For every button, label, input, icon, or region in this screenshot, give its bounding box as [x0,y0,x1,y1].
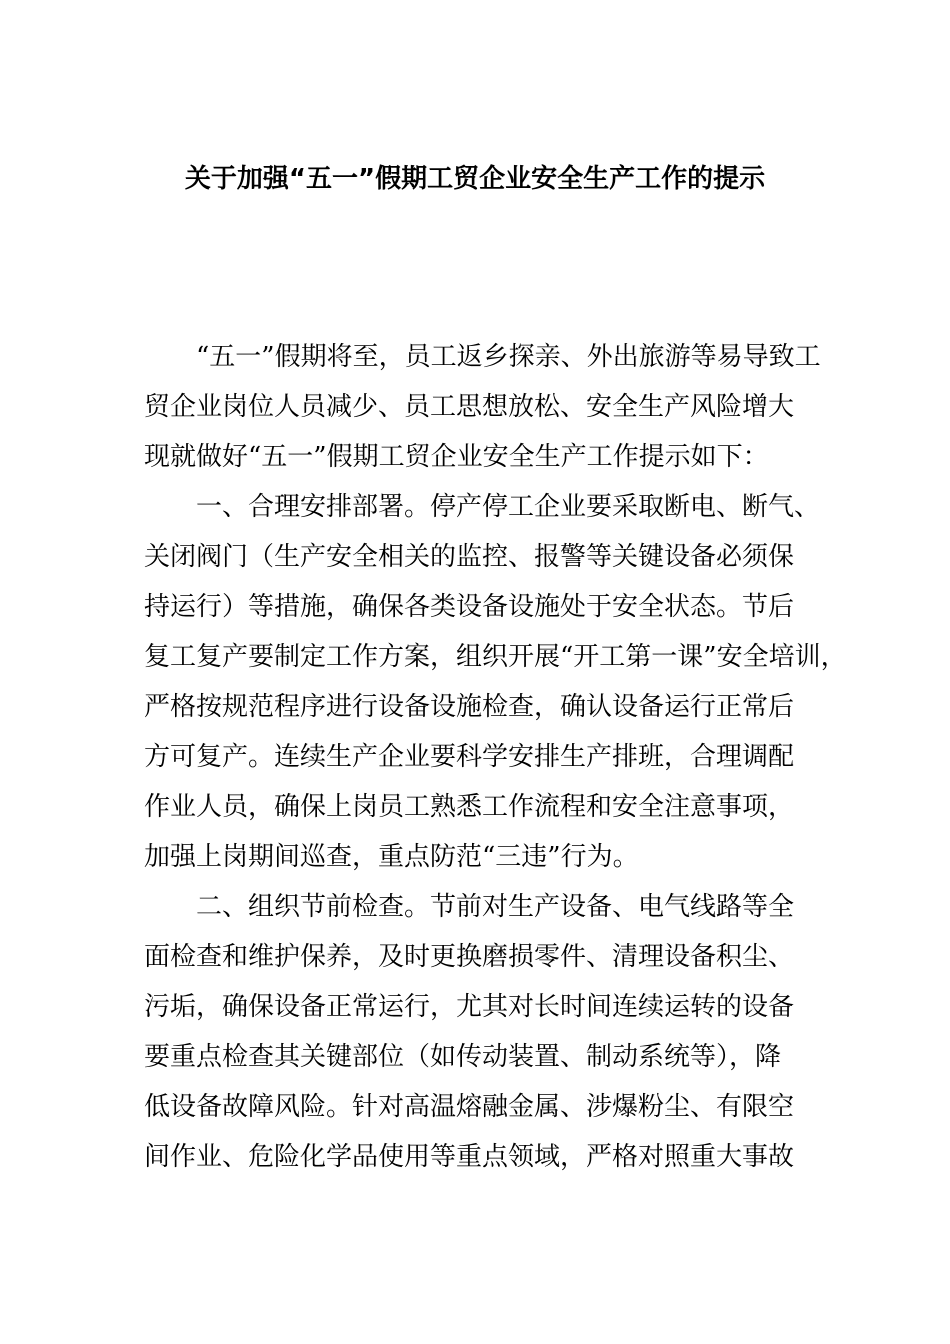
paragraph-line: 面检查和维护保养，及时更换磨损零件、清理设备积尘、 [144,942,795,972]
paragraph-line: 一、合理安排部署。停产停工企业要采取断电、断气、 [196,492,821,522]
paragraph-line: 持运行）等措施，确保各类设备设施处于安全状态。节后 [144,592,795,622]
paragraph-line: 现就做好“五一”假期工贸企业安全生产工作提示如下： [144,442,769,472]
paragraph-line: 二、组织节前检查。节前对生产设备、电气线路等全 [196,892,795,922]
paragraph-line: 贸企业岗位人员减少、员工思想放松、安全生产风险增大 [144,392,795,422]
paragraph-line: 严格按规范程序进行设备设施检查，确认设备运行正常后 [144,692,795,722]
paragraph-line: 间作业、危险化学品使用等重点领域，严格对照重大事故 [144,1142,795,1172]
paragraph-line: 关闭阀门（生产安全相关的监控、报警等关键设备必须保 [144,542,795,572]
document-body [144,332,847,1182]
paragraph-line: 加强上岗期间巡查，重点防范“三违”行为。 [144,842,639,872]
paragraph-line: 方可复产。连续生产企业要科学安排生产排班，合理调配 [144,742,795,772]
paragraph-line: “五一”假期将至，员工返乡探亲、外出旅游等易导致工 [196,342,821,372]
paragraph-line: 复工复产要制定工作方案，组织开展“开工第一课”安全培训， [144,642,847,672]
paragraph-line: 作业人员，确保上岗员工熟悉工作流程和安全注意事项， [144,792,795,822]
paragraph-line: 低设备故障风险。针对高温熔融金属、涉爆粉尘、有限空 [144,1092,795,1122]
document-title: 关于加强“五一”假期工贸企业安全生产工作的提示 [184,164,766,194]
paragraph-line: 污垢，确保设备正常运行，尤其对长时间连续运转的设备 [144,992,795,1022]
paragraph-line: 要重点检查其关键部位（如传动装置、制动系统等），降 [144,1042,782,1072]
